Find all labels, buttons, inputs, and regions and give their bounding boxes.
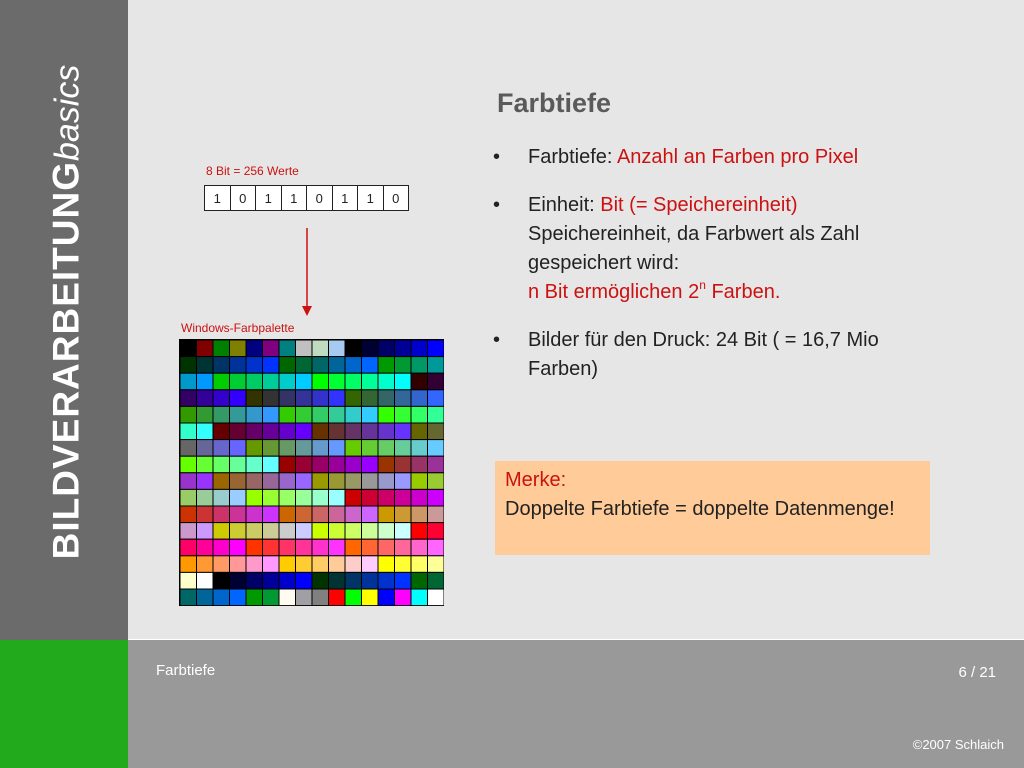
palette-swatch: [345, 506, 362, 523]
palette-swatch: [345, 589, 362, 606]
palette-swatch: [213, 456, 230, 473]
palette-swatch: [395, 373, 412, 390]
palette-swatch: [378, 572, 395, 589]
palette-swatch: [296, 423, 313, 440]
palette-swatch: [246, 473, 263, 490]
bullet-unit: [493, 191, 943, 307]
palette-swatch: [279, 589, 296, 606]
palette-swatch: [263, 440, 280, 457]
palette-swatch: [213, 390, 230, 407]
bit-caption: 8 Bit = 256 Werte: [206, 164, 299, 178]
palette-swatch: [428, 423, 445, 440]
bullet-emphasis: Anzahl an Farben pro Pixel: [616, 146, 859, 168]
palette-swatch: [296, 556, 313, 573]
palette-swatch: [230, 539, 247, 556]
palette-swatch: [246, 589, 263, 606]
palette-swatch: [296, 489, 313, 506]
palette-swatch: [395, 589, 412, 606]
palette-swatch: [180, 523, 197, 540]
palette-swatch: [197, 456, 214, 473]
palette-swatch: [180, 423, 197, 440]
palette-swatch: [411, 456, 428, 473]
bit-cell: 1: [358, 185, 384, 211]
palette-swatch: [279, 373, 296, 390]
palette-swatch: [362, 423, 379, 440]
palette-swatch: [180, 506, 197, 523]
bit-row: [204, 185, 409, 211]
palette-swatch: [279, 440, 296, 457]
bit-cell: 1: [282, 185, 308, 211]
page-number: 6 / 21: [958, 664, 996, 681]
palette-swatch: [263, 456, 280, 473]
palette-swatch: [428, 340, 445, 357]
palette-swatch: [230, 357, 247, 374]
palette-swatch: [345, 539, 362, 556]
palette-swatch: [213, 556, 230, 573]
palette-swatch: [246, 572, 263, 589]
palette-swatch: [395, 423, 412, 440]
sidebar-accent-block: [0, 640, 128, 768]
palette-swatch: [345, 572, 362, 589]
palette-swatch: [263, 506, 280, 523]
palette-swatch: [329, 340, 346, 357]
palette-swatch: [213, 589, 230, 606]
palette-swatch: [411, 556, 428, 573]
palette-swatch: [345, 489, 362, 506]
palette-swatch: [395, 406, 412, 423]
palette-swatch: [312, 440, 329, 457]
copyright: ©2007 Schlaich: [912, 737, 1004, 752]
bit-cell: 0: [384, 185, 410, 211]
palette-swatch: [296, 473, 313, 490]
palette-swatch: [411, 357, 428, 374]
bit-cell: 1: [333, 185, 359, 211]
palette-swatch: [230, 572, 247, 589]
palette-swatch: [246, 357, 263, 374]
palette-swatch: [296, 373, 313, 390]
palette-swatch: [329, 523, 346, 540]
palette-swatch: [180, 572, 197, 589]
bullet-text: Bilder für den Druck: 24 Bit ( = 16,7 Mio Farben): [528, 329, 879, 380]
palette-swatch: [312, 489, 329, 506]
palette-swatch: [197, 340, 214, 357]
palette-swatch: [428, 523, 445, 540]
palette-swatch: [411, 406, 428, 423]
palette-swatch: [329, 556, 346, 573]
palette-swatch: [428, 556, 445, 573]
brand-suffix-text: basics: [48, 64, 87, 162]
palette-swatch: [296, 340, 313, 357]
palette-swatch: [362, 572, 379, 589]
palette-caption: Windows-Farbpalette: [181, 321, 295, 335]
palette-swatch: [329, 473, 346, 490]
palette-swatch: [296, 572, 313, 589]
palette-swatch: [312, 473, 329, 490]
palette-swatch: [428, 456, 445, 473]
palette-swatch: [279, 456, 296, 473]
palette-swatch: [180, 589, 197, 606]
palette-swatch: [213, 373, 230, 390]
palette-swatch: [411, 523, 428, 540]
palette-swatch: [213, 423, 230, 440]
formula-exponent: n: [699, 278, 706, 293]
palette-swatch: [213, 506, 230, 523]
palette-swatch: [345, 390, 362, 407]
palette-swatch: [312, 523, 329, 540]
palette-swatch: [246, 390, 263, 407]
palette-swatch: [312, 556, 329, 573]
palette-swatch: [197, 489, 214, 506]
palette-swatch: [213, 489, 230, 506]
palette-swatch: [197, 473, 214, 490]
palette-swatch: [378, 357, 395, 374]
palette-swatch: [296, 589, 313, 606]
palette-swatch: [411, 390, 428, 407]
palette-swatch: [246, 456, 263, 473]
palette-swatch: [378, 506, 395, 523]
bit-cell: 0: [231, 185, 257, 211]
footer-title: Farbtiefe: [156, 662, 216, 679]
palette-swatch: [279, 506, 296, 523]
palette-swatch: [411, 589, 428, 606]
palette-swatch: [213, 473, 230, 490]
bullet-marker: •: [493, 146, 501, 168]
palette-swatch: [296, 406, 313, 423]
palette-swatch: [279, 489, 296, 506]
palette-swatch: [197, 423, 214, 440]
palette-swatch: [428, 539, 445, 556]
palette-swatch: [246, 406, 263, 423]
palette-swatch: [411, 373, 428, 390]
palette-swatch: [345, 473, 362, 490]
palette-swatch: [230, 373, 247, 390]
palette-swatch: [213, 440, 230, 457]
formula-tail: Farben.: [705, 281, 781, 303]
palette-swatch: [345, 357, 362, 374]
palette-swatch: [362, 456, 379, 473]
palette-swatch: [230, 523, 247, 540]
arrow-down-icon: [300, 228, 314, 318]
palette-swatch: [395, 539, 412, 556]
palette-swatch: [428, 572, 445, 589]
palette-swatch: [180, 539, 197, 556]
palette-swatch: [180, 406, 197, 423]
palette-swatch: [230, 489, 247, 506]
bullet-marker: •: [493, 194, 501, 216]
palette-swatch: [395, 489, 412, 506]
palette-swatch: [197, 589, 214, 606]
palette-swatch: [246, 556, 263, 573]
palette-swatch: [362, 373, 379, 390]
palette-swatch: [263, 423, 280, 440]
palette-swatch: [345, 423, 362, 440]
palette-swatch: [411, 572, 428, 589]
brand-main-text: BILDVERARBEITUNG: [45, 161, 87, 560]
palette-swatch: [411, 440, 428, 457]
palette-swatch: [180, 373, 197, 390]
palette-swatch: [296, 523, 313, 540]
palette-swatch: [345, 340, 362, 357]
palette-swatch: [329, 506, 346, 523]
palette-swatch: [411, 506, 428, 523]
palette-swatch: [411, 423, 428, 440]
palette-swatch: [312, 406, 329, 423]
palette-swatch: [213, 406, 230, 423]
palette-swatch: [197, 440, 214, 457]
palette-swatch: [312, 423, 329, 440]
palette-swatch: [345, 456, 362, 473]
palette-swatch: [246, 523, 263, 540]
palette-swatch: [312, 390, 329, 407]
palette-swatch: [345, 556, 362, 573]
bullet-print: [493, 326, 943, 384]
palette-swatch: [263, 556, 280, 573]
palette-swatch: [296, 539, 313, 556]
palette-swatch: [180, 340, 197, 357]
palette-swatch: [279, 523, 296, 540]
palette-swatch: [230, 406, 247, 423]
palette-swatch: [329, 390, 346, 407]
palette-swatch: [378, 406, 395, 423]
palette-swatch: [378, 539, 395, 556]
sidebar: [0, 0, 128, 640]
palette-swatch: [263, 572, 280, 589]
palette-swatch: [329, 589, 346, 606]
palette-swatch: [395, 390, 412, 407]
palette-swatch: [312, 373, 329, 390]
palette-swatch: [329, 440, 346, 457]
palette-swatch: [263, 589, 280, 606]
bullet-color-depth: [493, 143, 943, 172]
palette-swatch: [362, 489, 379, 506]
palette-swatch: [279, 572, 296, 589]
palette-swatch: [180, 440, 197, 457]
palette-swatch: [395, 572, 412, 589]
palette-swatch: [428, 406, 445, 423]
color-palette-grid: [179, 339, 444, 606]
palette-swatch: [329, 423, 346, 440]
palette-swatch: [263, 373, 280, 390]
palette-swatch: [428, 506, 445, 523]
palette-swatch: [378, 340, 395, 357]
palette-swatch: [263, 390, 280, 407]
palette-swatch: [213, 572, 230, 589]
palette-swatch: [263, 357, 280, 374]
palette-swatch: [279, 556, 296, 573]
palette-swatch: [362, 523, 379, 540]
palette-swatch: [180, 357, 197, 374]
palette-swatch: [362, 357, 379, 374]
palette-swatch: [246, 489, 263, 506]
palette-swatch: [213, 340, 230, 357]
palette-swatch: [197, 373, 214, 390]
palette-swatch: [263, 406, 280, 423]
palette-swatch: [263, 489, 280, 506]
palette-swatch: [279, 473, 296, 490]
palette-swatch: [362, 390, 379, 407]
palette-swatch: [312, 572, 329, 589]
palette-swatch: [263, 340, 280, 357]
palette-swatch: [246, 340, 263, 357]
palette-swatch: [279, 390, 296, 407]
palette-swatch: [362, 406, 379, 423]
palette-swatch: [378, 473, 395, 490]
palette-swatch: [395, 340, 412, 357]
bullet-list: [493, 140, 943, 384]
note-heading: Merke:: [505, 469, 567, 491]
palette-swatch: [246, 423, 263, 440]
palette-swatch: [312, 506, 329, 523]
palette-swatch: [411, 539, 428, 556]
palette-swatch: [180, 556, 197, 573]
palette-swatch: [296, 456, 313, 473]
palette-swatch: [279, 423, 296, 440]
palette-swatch: [230, 456, 247, 473]
slide-title: Farbtiefe: [497, 88, 612, 118]
palette-swatch: [197, 390, 214, 407]
palette-swatch: [378, 390, 395, 407]
palette-swatch: [395, 556, 412, 573]
palette-swatch: [395, 473, 412, 490]
palette-swatch: [263, 539, 280, 556]
palette-swatch: [197, 357, 214, 374]
palette-swatch: [378, 440, 395, 457]
palette-swatch: [378, 556, 395, 573]
palette-swatch: [180, 473, 197, 490]
palette-swatch: [362, 506, 379, 523]
palette-swatch: [345, 406, 362, 423]
palette-swatch: [246, 373, 263, 390]
palette-swatch: [329, 572, 346, 589]
palette-swatch: [428, 390, 445, 407]
palette-swatch: [197, 572, 214, 589]
palette-swatch: [428, 373, 445, 390]
bit-cell: 1: [205, 185, 231, 211]
palette-swatch: [197, 539, 214, 556]
palette-swatch: [312, 357, 329, 374]
palette-swatch: [362, 440, 379, 457]
palette-swatch: [263, 473, 280, 490]
palette-swatch: [230, 556, 247, 573]
palette-swatch: [329, 373, 346, 390]
palette-swatch: [345, 440, 362, 457]
palette-swatch: [230, 340, 247, 357]
bullet-marker: •: [493, 329, 501, 351]
bullet-lead: Farbtiefe:: [528, 146, 617, 168]
palette-swatch: [230, 390, 247, 407]
bullet-formula: [528, 278, 781, 303]
footer: [128, 640, 1024, 768]
palette-swatch: [395, 506, 412, 523]
palette-swatch: [279, 539, 296, 556]
note-text: Doppelte Farbtiefe = doppelte Datenmenge!: [505, 498, 895, 520]
palette-swatch: [329, 539, 346, 556]
palette-swatch: [428, 357, 445, 374]
palette-swatch: [246, 506, 263, 523]
palette-swatch: [362, 473, 379, 490]
formula-text: n Bit ermöglichen 2: [528, 281, 700, 303]
palette-swatch: [329, 456, 346, 473]
palette-swatch: [296, 357, 313, 374]
bullet-detail: Speichereinheit, da Farbwert als Zahl gespeichert wird:: [528, 223, 860, 274]
palette-swatch: [378, 489, 395, 506]
palette-swatch: [230, 423, 247, 440]
palette-swatch: [213, 539, 230, 556]
palette-swatch: [395, 523, 412, 540]
palette-swatch: [411, 340, 428, 357]
palette-swatch: [362, 340, 379, 357]
palette-swatch: [213, 523, 230, 540]
palette-swatch: [197, 506, 214, 523]
bullet-emphasis: Bit (= Speichereinheit): [600, 194, 798, 216]
palette-swatch: [411, 473, 428, 490]
palette-swatch: [279, 357, 296, 374]
palette-swatch: [197, 523, 214, 540]
palette-swatch: [213, 357, 230, 374]
palette-swatch: [395, 357, 412, 374]
palette-swatch: [263, 523, 280, 540]
palette-swatch: [395, 440, 412, 457]
palette-swatch: [345, 373, 362, 390]
palette-swatch: [428, 473, 445, 490]
palette-swatch: [296, 440, 313, 457]
palette-swatch: [329, 489, 346, 506]
palette-swatch: [428, 440, 445, 457]
palette-swatch: [312, 589, 329, 606]
palette-swatch: [378, 523, 395, 540]
palette-swatch: [197, 406, 214, 423]
palette-swatch: [329, 357, 346, 374]
palette-swatch: [378, 373, 395, 390]
palette-swatch: [180, 489, 197, 506]
palette-swatch: [362, 539, 379, 556]
palette-swatch: [378, 589, 395, 606]
palette-swatch: [180, 456, 197, 473]
palette-swatch: [230, 506, 247, 523]
palette-swatch: [279, 406, 296, 423]
palette-swatch: [362, 556, 379, 573]
palette-swatch: [246, 539, 263, 556]
palette-swatch: [296, 506, 313, 523]
bit-cell: 0: [307, 185, 333, 211]
palette-swatch: [312, 456, 329, 473]
palette-swatch: [378, 423, 395, 440]
palette-swatch: [312, 340, 329, 357]
note-box: [495, 461, 930, 555]
palette-swatch: [230, 473, 247, 490]
palette-swatch: [279, 340, 296, 357]
palette-swatch: [230, 440, 247, 457]
palette-swatch: [362, 589, 379, 606]
palette-swatch: [411, 489, 428, 506]
bullet-lead: Einheit:: [528, 194, 601, 216]
palette-swatch: [197, 556, 214, 573]
palette-swatch: [428, 589, 445, 606]
bit-cell: 1: [256, 185, 282, 211]
palette-swatch: [312, 539, 329, 556]
palette-swatch: [329, 406, 346, 423]
palette-swatch: [246, 440, 263, 457]
palette-swatch: [395, 456, 412, 473]
palette-swatch: [296, 390, 313, 407]
palette-swatch: [345, 523, 362, 540]
palette-swatch: [230, 589, 247, 606]
palette-swatch: [378, 456, 395, 473]
palette-swatch: [428, 489, 445, 506]
palette-swatch: [180, 390, 197, 407]
